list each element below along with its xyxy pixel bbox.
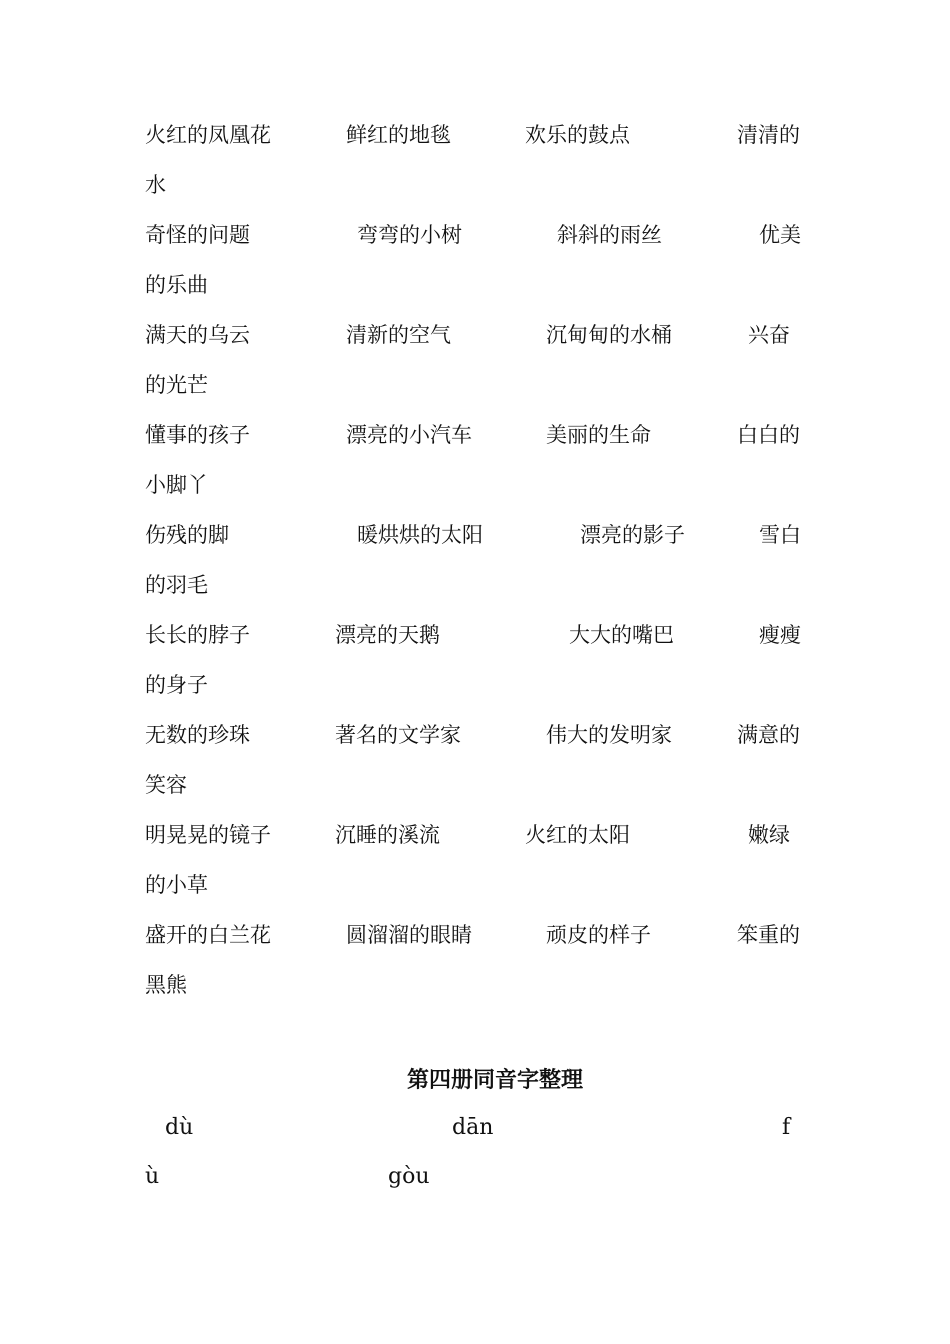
phrase: 嫩绿 [748, 823, 790, 847]
phrase: 笨重的 [737, 923, 800, 947]
phrase: 兴奋 [748, 323, 790, 347]
phrase-continuation: 的身子 [145, 673, 208, 697]
phrase: 火红的太阳 [525, 823, 630, 847]
phrase: 满意的 [737, 723, 800, 747]
phrase-continuation: 笑容 [145, 773, 187, 797]
phrase: 美丽的生命 [546, 423, 651, 447]
phrase: 满天的乌云 [145, 323, 250, 347]
phrase: 雪白 [759, 523, 801, 547]
phrase: 白白的 [737, 423, 800, 447]
phrase: 漂亮的天鹅 [335, 623, 440, 647]
phrase: 清清的 [737, 123, 800, 147]
phrase-continuation: 黑熊 [145, 973, 187, 997]
phrase: 火红的凤凰花 [145, 123, 271, 147]
phrase: 鲜红的地毯 [346, 123, 451, 147]
phrase: 伤残的脚 [145, 523, 229, 547]
phrase-continuation: 的光芒 [145, 373, 208, 397]
phrase: 盛开的白兰花 [145, 923, 271, 947]
pinyin: gòu [388, 1164, 430, 1189]
phrase: 漂亮的小汽车 [346, 423, 472, 447]
phrase: 弯弯的小树 [357, 223, 462, 247]
phrase-continuation: 的乐曲 [145, 273, 208, 297]
phrase: 清新的空气 [346, 323, 451, 347]
phrase: 漂亮的影子 [580, 523, 685, 547]
phrase: 长长的脖子 [145, 623, 250, 647]
phrase: 明晃晃的镜子 [145, 823, 271, 847]
pinyin: dù [165, 1115, 194, 1140]
phrase: 伟大的发明家 [546, 723, 672, 747]
phrase: 圆溜溜的眼睛 [346, 923, 472, 947]
phrase: 暖烘烘的太阳 [357, 523, 483, 547]
phrase: 瘦瘦 [759, 623, 801, 647]
pinyin: f [782, 1115, 791, 1140]
phrase: 著名的文学家 [335, 723, 461, 747]
phrase-continuation: 水 [145, 173, 166, 197]
phrase-continuation: 的小草 [145, 873, 208, 897]
phrase: 优美 [759, 223, 801, 247]
phrase: 欢乐的鼓点 [525, 123, 630, 147]
phrase: 大大的嘴巴 [569, 623, 674, 647]
phrase: 斜斜的雨丝 [557, 223, 662, 247]
phrase: 懂事的孩子 [145, 423, 250, 447]
phrase: 沉甸甸的水桶 [546, 323, 672, 347]
phrase-continuation: 的羽毛 [145, 573, 208, 597]
section-title: 第四册同音字整理 [406, 1068, 583, 1093]
phrase: 沉睡的溪流 [335, 823, 440, 847]
phrase: 无数的珍珠 [145, 723, 250, 747]
phrase-continuation: 小脚丫 [145, 473, 208, 497]
pinyin: ù [145, 1164, 160, 1189]
phrase: 奇怪的问题 [145, 223, 250, 247]
pinyin: dān [452, 1115, 494, 1140]
phrase: 顽皮的样子 [546, 923, 651, 947]
